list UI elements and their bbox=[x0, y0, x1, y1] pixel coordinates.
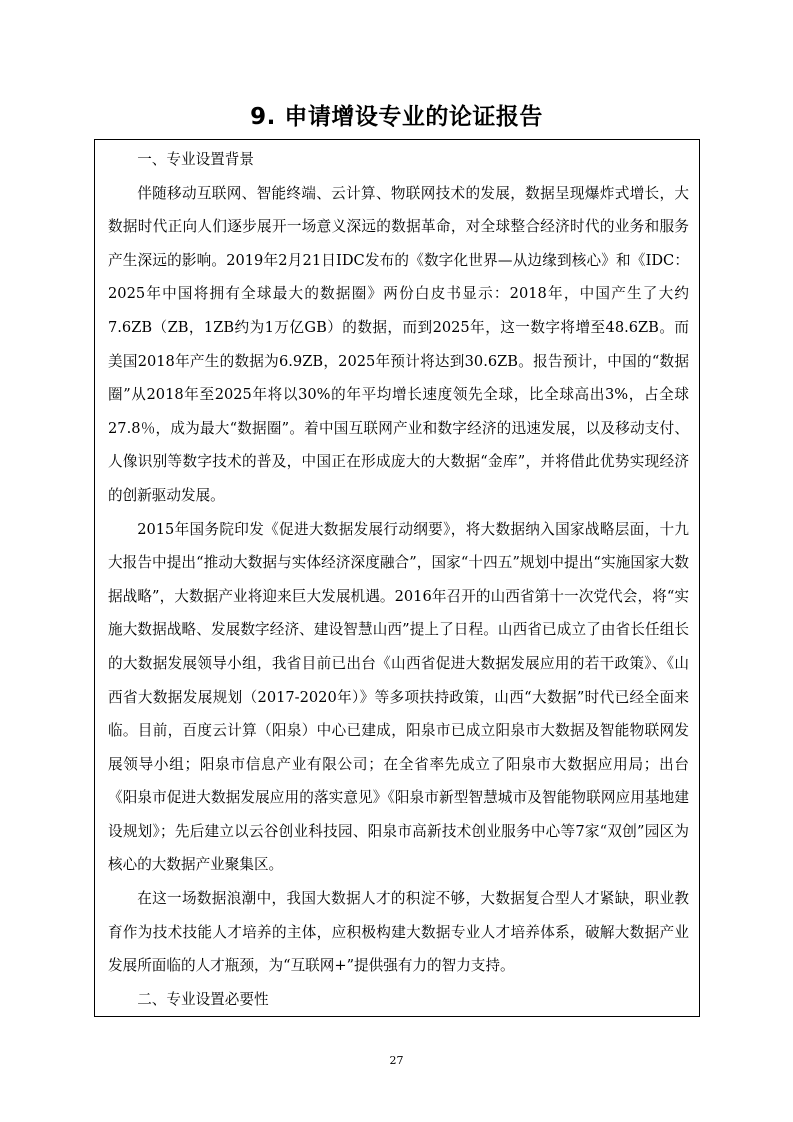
paragraph-major-description bbox=[108, 1016, 689, 1017]
page-title: 9. 申请增设专业的论证报告 bbox=[250, 104, 543, 130]
section-heading-background: 一、专业设置背景 bbox=[137, 151, 254, 168]
paragraph-talent-shortage: 在这一场数据浪潮中，我国大数据人才的积淀不够，大数据复合型人才紧缺，职业教育作为技术技能人才培养的主体，应积极构建大数据专业人才培养体系，破解大数据产业发展所面临的人才瓶颈，为“互联网+”提供强有力的智力支持。 bbox=[108, 890, 689, 975]
paragraph-national-strategy: 2015年国务院印发《促进大数据发展行动纲要》，将大数据纳入国家战略层面，十九大报告中提出“推动大数据与实体经济深度融合”，国家“十四五”规划中提出“实施国家大数据战略”，大数据产业将迎来巨大发展机遇。2016年召开的山西省第十一次党代会，将“实施大数据战略、发展数字经济、建设智慧山西”提上了日程。山西省已成立了由省长任组长的大数据发展领导小组，我省目前已出台《山西省促进大数据发展应用的若干政策》、《山西省大数据发展规划（2017-2020年）》等多项扶持政策，山西“大数据”时代已经全面来临。目前，百度云计算（阳泉）中心已建成，阳泉市已成立阳泉市大数据及智能物联网发展领导小组；阳泉市信息产业有限公司；在全省率先成立了阳泉市大数据应用局；出台《阳泉市促进大数据发展应用的落实意见》《阳泉市新型智慧城市及智能物联网应用基地建设规划》；先后建立以云谷创业科技园、阳泉市高新技术创业服务中心等7家“双创”园区为核心的大数据产业聚集区。 bbox=[108, 520, 689, 874]
report-content-box bbox=[94, 139, 700, 1017]
paragraph-big-data-era: 伴随移动互联网、智能终端、云计算、物联网技术的发展，数据呈现爆炸式增长，大数据时代正向人们逐步展开一场意义深远的数据革命，对全球整合经济时代的业务和服务产生深远的影响。2019年2月21日IDC发布的《数字化世界—从边缘到核心》和《IDC：2025年中国将拥有全球最大的数据圈》两份白皮书显示：2018年，中国产生了大约7.6ZB（ZB，1ZB约为1万亿GB）的数据，而到2025年，这一数字将增至48.6ZB。而美国2018年产生的数据为6.9ZB，2025年预计将达到30.6ZB。报告预计，中国的“数据圈”从2018年至2025年将以30%的年平均增长速度领先全球，比全球高出3%，占全球27.8％，成为最大“数据圈”。着中国互联网产业和数字经济的迅速发展，以及移动支付、人像识别等数字技术的普及，中国正在形成庞大的大数据“金库”，并将借此优势实现经济的创新驱动发展。 bbox=[108, 184, 689, 504]
section-heading-necessity: 二、专业设置必要性 bbox=[137, 990, 269, 1008]
page-number: 27 bbox=[389, 1054, 404, 1067]
